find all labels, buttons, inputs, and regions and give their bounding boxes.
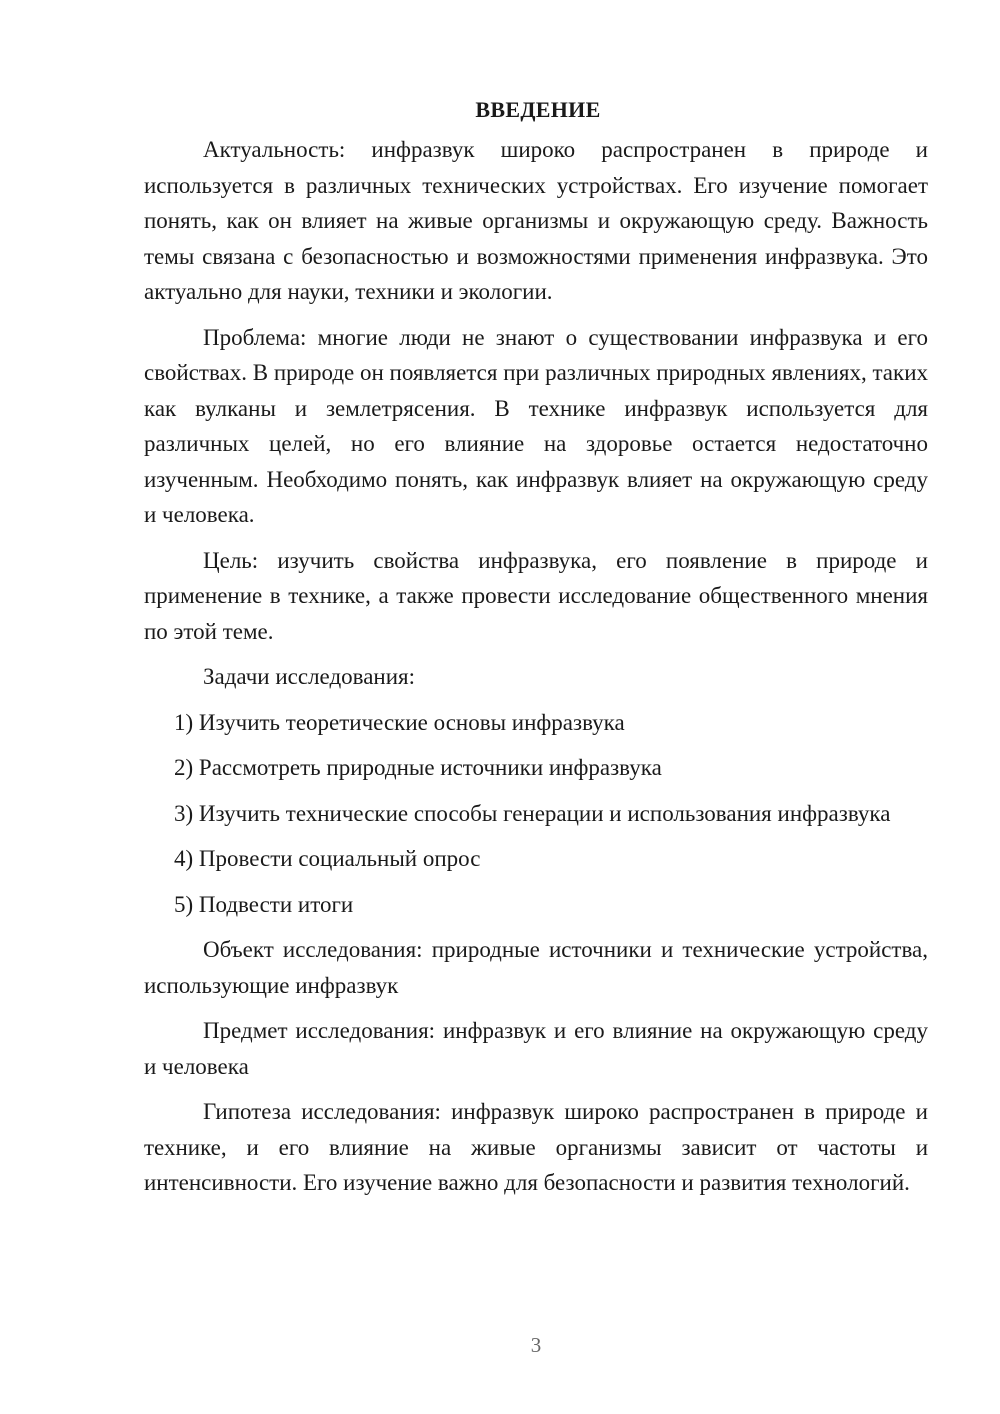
task-item-2: 2) Рассмотреть природные источники инфразвука	[174, 755, 662, 780]
task-item-5: 5) Подвести итоги	[174, 891, 354, 917]
task-item-4: 4) Провести социальный опрос	[174, 846, 481, 871]
section-heading: ВВЕДЕНИЕ	[475, 97, 601, 122]
paragraph-subject: Предмет исследования: инфразвук и его влияние на окружающую среду и человека	[144, 1018, 928, 1079]
task-item-3: 3) Изучить технические способы генерации и использования инфразвука	[174, 800, 891, 826]
page-number: 3	[530, 1333, 542, 1357]
tasks-title: Задачи исследования:	[203, 664, 416, 689]
paragraph-problem: Проблема: многие люди не знают о существовании инфразвука и его свойствах. В природе он появляется при различных природных явлениях, таких как вулканы и землетрясения. В технике инфразвук используется для различных целей, но его влияние на здоровье остается недостаточно изученным. Необходимо понять, как инфразвук влияет на окружающую среду и человека.	[144, 324, 928, 527]
paragraph-relevance: Актуальность: инфразвук широко распространен в природе и используется в различных технических устройствах. Его изучение помогает понять, как он влияет на живые организмы и окружающую среду. Важность темы связана с безопасностью и возможностями применения инфразвука. Это актуально для науки, техники и экологии.	[144, 137, 928, 304]
page-content	[144, 92, 928, 1211]
paragraph-hypothesis: Гипотеза исследования: инфразвук широко распространен в природе и технике, и его влияние на живые организмы зависит от частоты и интенсивности. Его изучение важно для безопасности и развития технологий.	[144, 1099, 928, 1195]
paragraph-object: Объект исследования: природные источники и технические устройства, использующие инфразвук	[144, 937, 928, 998]
task-item-1: 1) Изучить теоретические основы инфразвука	[174, 709, 625, 735]
paragraph-goal: Цель: изучить свойства инфразвука, его появление в природе и применение в технике, а также провести исследование общественного мнения по этой теме.	[144, 547, 928, 644]
